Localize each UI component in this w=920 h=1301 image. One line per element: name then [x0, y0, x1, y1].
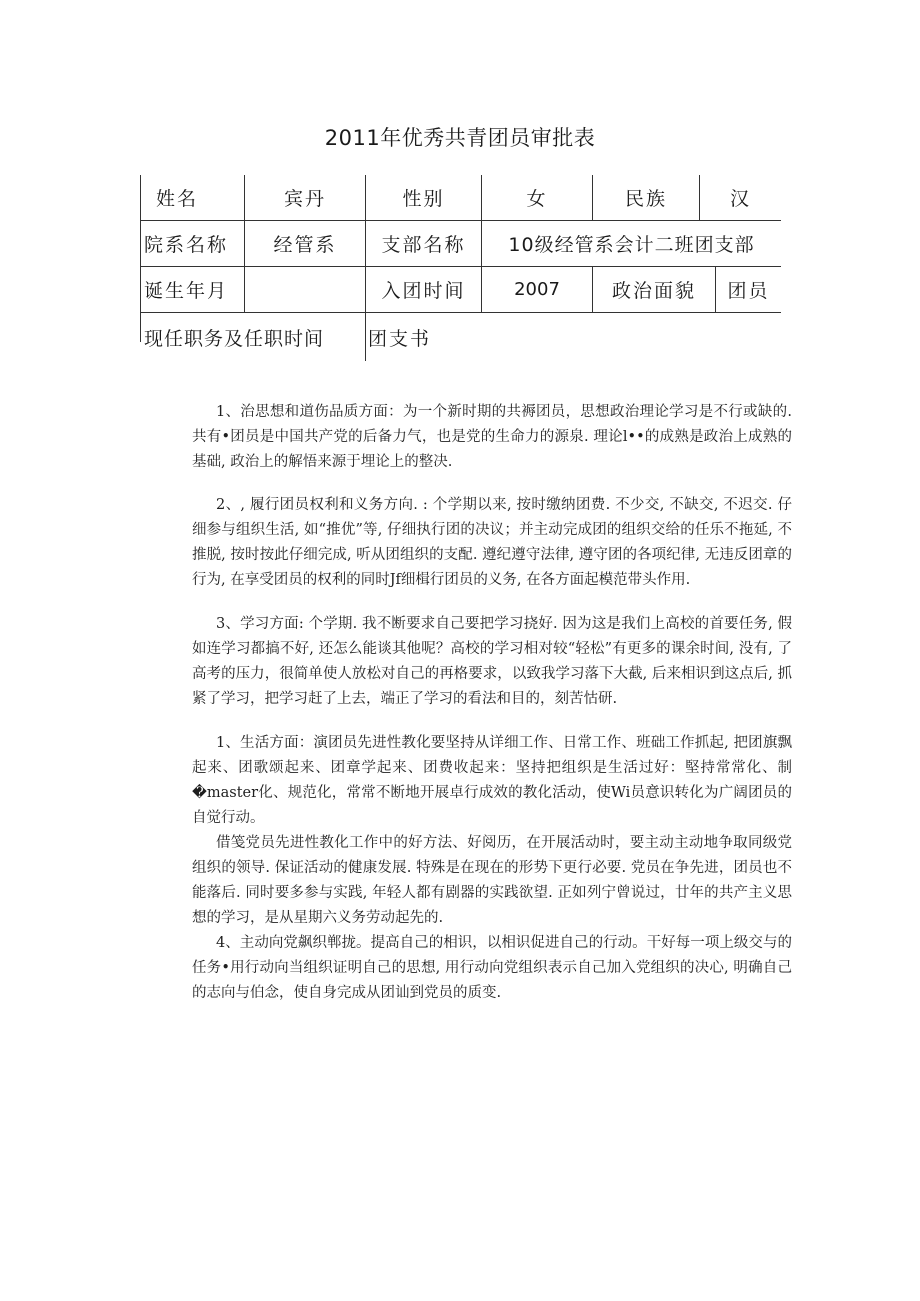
paragraph-study	[192, 612, 792, 712]
position-label: 现任职务及任职时间	[144, 327, 325, 350]
name-value: 宾丹	[283, 188, 326, 210]
gender-label: 性别	[402, 188, 445, 210]
ethnicity-label: 民族	[624, 188, 667, 210]
gender-value: 女	[526, 188, 548, 210]
document-title: 2011年优秀共青团员审批表	[324, 126, 596, 150]
table-row-1	[140, 175, 781, 221]
paragraph-text: 4、主动向党飙织郸拢。提高自己的相识，以相识促进自己的行动。干好每一项上级交与的任务•用行动向当组织证明自己的思想, 用行动向党组织表示自己加入党组织的决心, 明确自己的志向与伯念，使自身完成从团讪到党员的质变.	[192, 935, 792, 1001]
dept-value: 经管系	[273, 234, 337, 256]
dept-label: 院系名称	[144, 234, 229, 256]
paragraph-life	[192, 731, 792, 1006]
paragraph-text: 2、, 履行团员权利和义务方向. : 个学期以来, 按时缴纳团费. 不少交, 不缺交, 不迟交. 仔细参与组织生活, 如“推优”等, 仔细执行团的决议；并主动完成团的组织交给的任乐不拖延, 不推脱, 按时按此仔细完成, 听从团组织的支配. 遵纪遵守法律, 遵守团的各项纪律, 无违反团章的行为, 在享受团员的权利的同时Jf细楫行团员的义务, 在各方面起模范带头作用.	[192, 497, 792, 588]
table-row-3	[140, 267, 781, 313]
paragraph-text: 3、学习方面: 个学期. 我不断要求自己要把学习挠好. 因为这是我们上高校的首要任务, 假如连学习都搞不好, 还怎么能谈其他呢？高校的学习相对较“轻松”有更多的课余时间, 没有, 了高考的压力，很简单使人放松对自己的再格要求，以致我学习落下大截, 后来相识到这点后, 抓紧了学习，把学习赶了上去，端正了学习的看法和目的，刻苦怙研.	[192, 616, 792, 707]
political-label: 政治面貌	[611, 280, 696, 302]
divider	[365, 313, 366, 361]
join-label: 入团时间	[381, 280, 466, 302]
join-value: 2007	[514, 279, 560, 300]
table-row-2	[140, 221, 781, 267]
birth-label: 诞生年月	[144, 280, 229, 302]
political-value: 团员	[727, 280, 770, 302]
paragraph-text: 1、治思想和道伤品质方面：为一个新时期的共褥团员，思想政治理论学习是不行或缺的. 共有•团员是中国共产党的后备力气，也是党的生命力的源泉. 理论l••的成熟是政治上成熟的基础, 政治上的解悟来源于埋论上的整决.	[192, 404, 792, 470]
branch-value: 10级经管系会计二班团支部	[508, 234, 755, 256]
paragraph-text: 1、生活方面：演团员先进性教化要坚持从详细工作、日常工作、班础工作抓起, 把团旗飘起来、团歌颂起来、团章学起来、团费收起来：坚持把组织是生活过好：堅持常常化、制�master化、规范化，常常不断地开展卓行成效的教化活动，使Wi员意识转化为广阔团员的自觉行动。	[192, 735, 792, 826]
position-value: 团支书	[368, 327, 432, 350]
paragraph-text: 借笺党员先进性教化工作中的好方法、好阅历，在开展活动时，要主动主动地争取同级党组织的领导. 保证活动的健康发展. 特殊是在现在的形势下更行必要. 党员在争先进，团员也不能落后. 同时要多参与实践, 年轻人都有剧器的实践欲望. 正如列宁曾说过，廿年的共产主义思想的学习，是从星期六义务劳动起先的.	[192, 835, 792, 926]
name-label: 姓名	[156, 188, 199, 210]
paragraph-political-thought	[192, 400, 792, 475]
info-table	[140, 175, 781, 361]
branch-label: 支部名称	[381, 234, 466, 256]
birth-value	[245, 267, 365, 312]
table-row-4	[140, 313, 781, 361]
ethnicity-value: 汉	[729, 188, 751, 210]
paragraph-rights-duties	[192, 493, 792, 593]
